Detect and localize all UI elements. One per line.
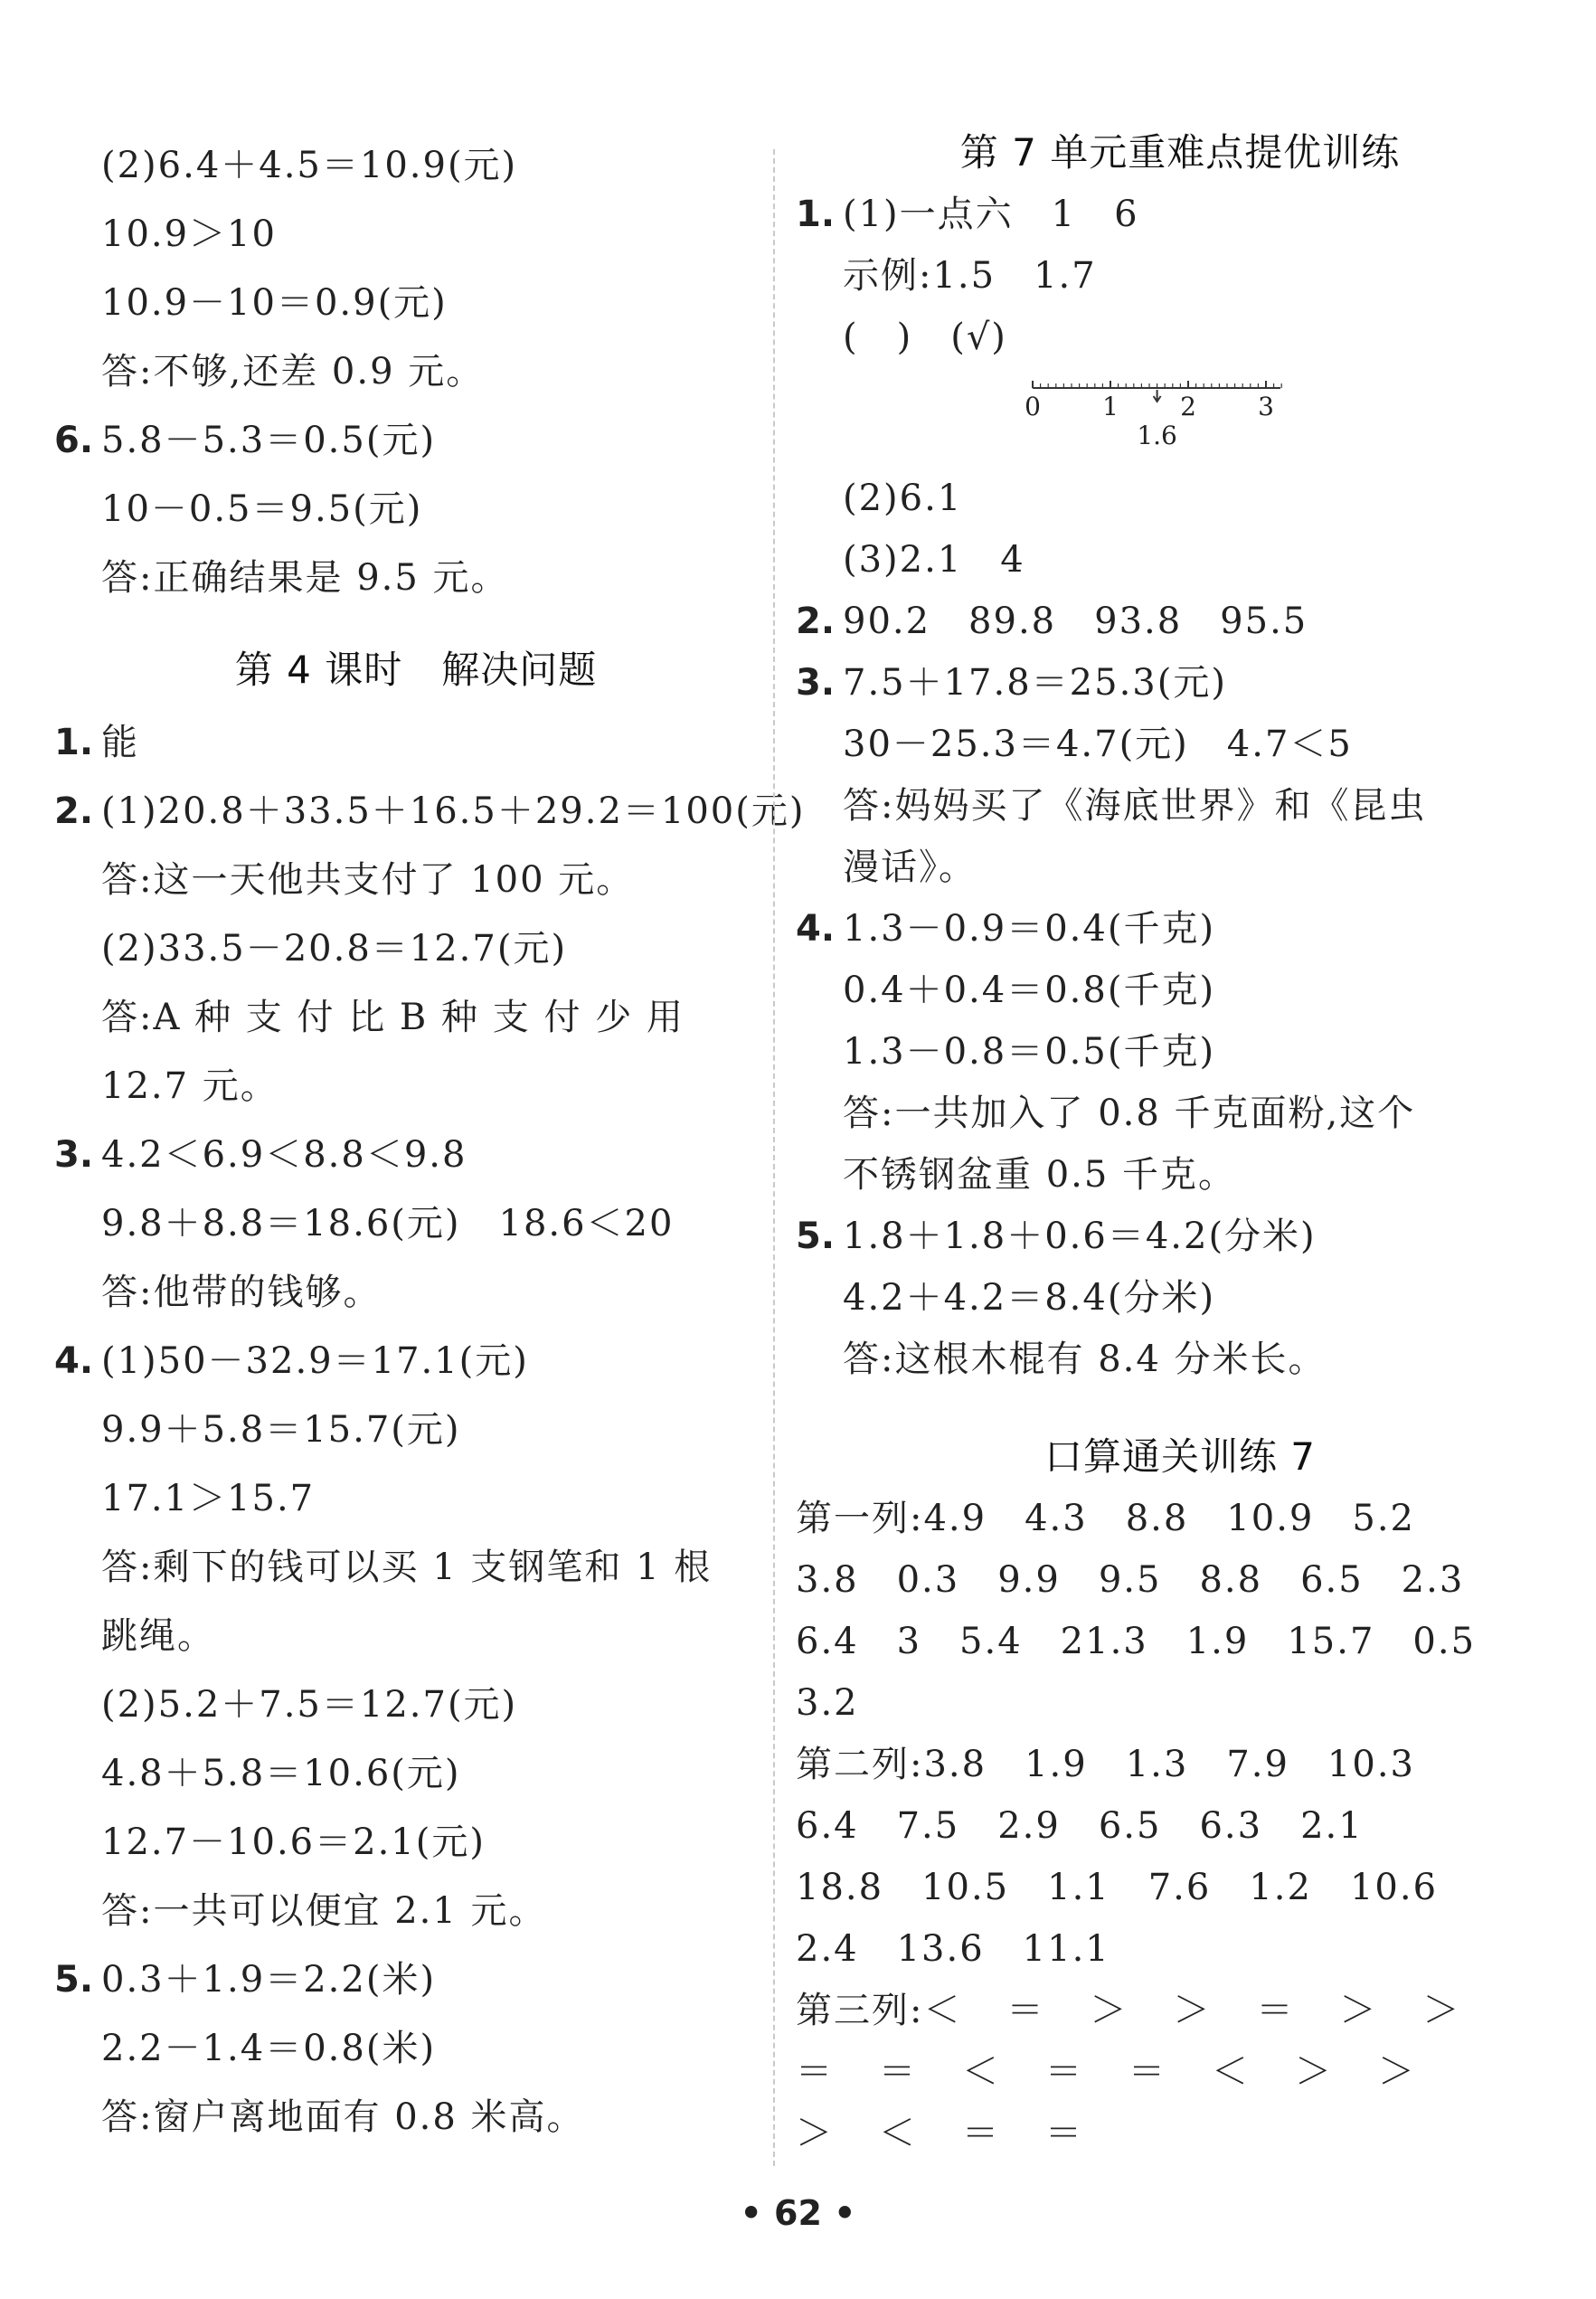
- answer-line: [796, 529, 1564, 591]
- answer-text: 90.2 89.8 93.8 95.5: [843, 601, 1308, 642]
- oral-calc-line: 18.8 10.5 1.1 7.6 1.2 10.6: [796, 1867, 1439, 1908]
- answer-line: [796, 184, 1564, 245]
- number-line-marker-label: 1.6: [1137, 421, 1177, 450]
- comparison-symbol: ＞: [1339, 1990, 1376, 2031]
- oral-calc-line: 6.4 7.5 2.9 6.5 6.3 2.1: [796, 1805, 1364, 1847]
- answer-text: 1.8＋1.8＋0.6＝4.2(分米): [843, 1216, 1317, 1257]
- answer-text: 跳绳。: [101, 1615, 215, 1657]
- question-number: 5.: [796, 1216, 836, 1257]
- oral-calc-line: 第二列:3.8 1.9 1.3 7.9 10.3: [796, 1744, 1415, 1785]
- answer-line: [796, 1144, 1564, 1206]
- answer-text: (1)一点六 1 6: [843, 194, 1139, 235]
- comparison-symbol: ＞: [1378, 2051, 1414, 2093]
- number-line-tick-label: 0: [1025, 392, 1041, 421]
- answer-text: 1.3－0.8＝0.5(千克): [843, 1031, 1216, 1073]
- answer-text: 答:正确结果是 9.5 元。: [101, 557, 509, 599]
- answer-line: [54, 1533, 778, 1602]
- oral-calc-line: 3.2: [796, 1682, 859, 1724]
- column-divider: [773, 149, 775, 2166]
- answer-line: [54, 1189, 778, 1258]
- answer-text: 0.3＋1.9＝2.2(米): [101, 1959, 437, 2001]
- answer-line: [54, 1121, 778, 1189]
- answer-text: 答:一共加入了 0.8 千克面粉,这个: [843, 1093, 1416, 1134]
- comparison-symbol: ＝: [962, 2113, 998, 2154]
- answer-text: 答:这根木棍有 8.4 分米长。: [843, 1339, 1327, 1380]
- answer-line: [54, 1602, 778, 1670]
- answer-line: [54, 777, 806, 846]
- answer-line: [796, 960, 1564, 1021]
- comparison-symbol: ＝: [1256, 1990, 1293, 2031]
- left-column: [54, 131, 806, 2163]
- number-line-tick-label: 2: [1180, 392, 1196, 421]
- question-number: 1.: [54, 722, 94, 763]
- answer-line: [54, 544, 778, 612]
- comparison-symbol: ＞: [1422, 1990, 1459, 2031]
- third-column-label: 第三列:: [796, 1990, 924, 2031]
- answer-text: 答:不够,还差 0.9 元。: [101, 351, 485, 393]
- comparison-symbol: ＝: [1129, 2051, 1165, 2093]
- comparison-symbol: ＝: [1006, 1990, 1044, 2031]
- answer-text: 答:A 种 支 付 比 B 种 支 付 少 用: [101, 997, 685, 1038]
- answer-text: 示例:1.5 1.7: [843, 255, 1097, 297]
- answer-line: [54, 708, 778, 777]
- answer-text: 4.2＜6.9＜8.8＜9.8: [101, 1134, 467, 1176]
- comparison-row: [796, 1980, 1564, 2041]
- question-number: 6.: [54, 420, 94, 461]
- answer-line: [796, 245, 1564, 307]
- answer-line: [54, 406, 778, 475]
- question-number: 2.: [796, 601, 836, 642]
- answer-text: 答:他带的钱够。: [101, 1272, 382, 1313]
- answer-line: [54, 1258, 778, 1327]
- answer-text: 答:窗户离地面有 0.8 米高。: [101, 2096, 585, 2138]
- comparison-symbol: ＝: [879, 2051, 915, 2093]
- section-heading: 口算通关训练 7: [1044, 1434, 1317, 1479]
- question-number: 4.: [54, 1340, 94, 1382]
- answer-line: [54, 475, 778, 544]
- answer-text: (2)33.5－20.8＝12.7(元): [101, 928, 568, 970]
- answer-line: [796, 1083, 1564, 1144]
- comparison-symbol: ＞: [1295, 2051, 1331, 2093]
- number-line-marker-arrow: [1154, 390, 1161, 402]
- comparison-symbol: ＜: [1212, 2051, 1248, 2093]
- answer-text: (2)5.2＋7.5＝12.7(元): [101, 1684, 518, 1726]
- answer-text: 4.2＋4.2＝8.4(分米): [843, 1277, 1216, 1319]
- comparison-symbol: ＝: [1045, 2113, 1081, 2154]
- answer-text: 0.4＋0.4＝0.8(千克): [843, 970, 1216, 1011]
- number-line-tick-label: 3: [1258, 392, 1274, 421]
- answer-text: 10.9－10＝0.9(元): [101, 282, 448, 324]
- answer-line: [796, 898, 1564, 960]
- answer-line: [796, 1021, 1564, 1083]
- answer-line: [796, 775, 1564, 837]
- answer-text: 答:妈妈买了《海底世界》和《昆虫: [843, 785, 1427, 827]
- answer-text: (2)6.4＋4.5＝10.9(元): [101, 145, 518, 186]
- answer-text: 7.5＋17.8＝25.3(元): [843, 662, 1227, 704]
- answer-line: [54, 846, 778, 914]
- question-number: 3.: [796, 662, 836, 704]
- comparison-row: [796, 2103, 1564, 2164]
- answer-line: [796, 1329, 1564, 1390]
- answer-text: 答:一共可以便宜 2.1 元。: [101, 1890, 547, 1932]
- answer-text: (1)20.8＋33.5＋16.5＋29.2＝100(元): [101, 790, 806, 832]
- question-number: 5.: [54, 1959, 94, 2001]
- comparison-symbol: ＞: [1090, 1990, 1127, 2031]
- answer-text: 5.8－5.3＝0.5(元): [101, 420, 437, 461]
- answer-line: [796, 591, 1564, 652]
- oral-calc-line: 2.4 13.6 11.1: [796, 1928, 1110, 1970]
- answer-line: [54, 131, 778, 200]
- answer-text: 漫话》。: [843, 847, 977, 888]
- answer-text: 1.3－0.9＝0.4(千克): [843, 908, 1216, 950]
- answer-text: 不锈钢盆重 0.5 千克。: [843, 1154, 1237, 1196]
- answer-text: ( ) (√): [843, 317, 1007, 358]
- comparison-symbol: ＞: [796, 2113, 832, 2154]
- answer-line: [54, 1464, 778, 1533]
- comparison-symbol: ＝: [1045, 2051, 1081, 2093]
- answer-line: [54, 2083, 778, 2152]
- answer-line: [54, 1808, 778, 1877]
- answer-text: 12.7－10.6＝2.1(元): [101, 1821, 486, 1863]
- answer-line: [54, 983, 778, 1052]
- answer-line: [54, 1052, 778, 1121]
- number-line-figure: [796, 368, 1564, 468]
- answer-text: 4.8＋5.8＝10.6(元): [101, 1753, 461, 1794]
- answer-text: 2.2－1.4＝0.8(米): [101, 2028, 437, 2069]
- section-heading: 第 4 课时 解决问题: [234, 648, 598, 692]
- question-number: 4.: [796, 908, 836, 950]
- number-line-tick-label: 1: [1102, 392, 1119, 421]
- answer-line: [54, 1739, 778, 1808]
- comparison-symbol: ＝: [796, 2051, 832, 2093]
- question-number: 1.: [796, 194, 836, 235]
- answer-line: [54, 1670, 778, 1739]
- answer-line: [54, 1395, 778, 1464]
- answer-text: (3)2.1 4: [843, 539, 1025, 581]
- answer-text: 10.9＞10: [101, 213, 277, 255]
- answer-text: (2)6.1: [843, 478, 963, 519]
- answer-line: [796, 1267, 1564, 1329]
- answer-line: [54, 269, 778, 337]
- question-number: 3.: [54, 1134, 94, 1176]
- question-number: 2.: [54, 790, 94, 832]
- answer-text: (1)50－32.9＝17.1(元): [101, 1340, 529, 1382]
- answer-text: 答:这一天他共支付了 100 元。: [101, 859, 635, 901]
- section-heading: 第 7 单元重难点提优训练: [959, 130, 1401, 175]
- oral-calc-line: 3.8 0.3 9.9 9.5 8.8 6.5 2.3: [796, 1559, 1465, 1601]
- answer-line: [54, 1877, 778, 1945]
- answer-line: [54, 337, 778, 406]
- answer-text: 9.8＋8.8＝18.6(元) 18.6＜20: [101, 1203, 675, 1244]
- right-column: [796, 131, 1564, 2163]
- comparison-symbol: ＞: [1173, 1990, 1210, 2031]
- oral-calc-line: 第一列:4.9 4.3 8.8 10.9 5.2: [796, 1498, 1415, 1539]
- comparison-row: [796, 2041, 1564, 2103]
- answer-line: [54, 1327, 778, 1395]
- answer-line: [54, 1945, 778, 2014]
- answer-text: 能: [101, 722, 139, 763]
- answer-text: 9.9＋5.8＝15.7(元): [101, 1409, 461, 1451]
- answer-text: 30－25.3＝4.7(元) 4.7＜5: [843, 724, 1353, 765]
- answer-line: [796, 307, 1564, 368]
- answer-line: [796, 837, 1564, 898]
- answer-line: [796, 714, 1564, 775]
- number-line-svg: [1022, 368, 1311, 459]
- answer-text: 答:剩下的钱可以买 1 支钢笔和 1 根: [101, 1547, 713, 1588]
- answer-line: [54, 2014, 778, 2083]
- answer-line: [54, 200, 778, 269]
- answer-line: [796, 468, 1564, 529]
- answer-line: [54, 914, 778, 983]
- answer-text: 17.1＞15.7: [101, 1478, 316, 1519]
- comparison-symbol: ＜: [879, 2113, 915, 2154]
- answer-line: [796, 1206, 1564, 1267]
- answer-text: 10－0.5＝9.5(元): [101, 488, 423, 530]
- comparison-symbol: ＜: [923, 1990, 960, 2031]
- answer-line: [796, 652, 1564, 714]
- page-number: • 62 •: [740, 2193, 856, 2233]
- comparison-symbol: ＜: [962, 2051, 998, 2093]
- answer-text: 12.7 元。: [101, 1065, 279, 1107]
- oral-calc-line: 6.4 3 5.4 21.3 1.9 15.7 0.5: [796, 1621, 1477, 1662]
